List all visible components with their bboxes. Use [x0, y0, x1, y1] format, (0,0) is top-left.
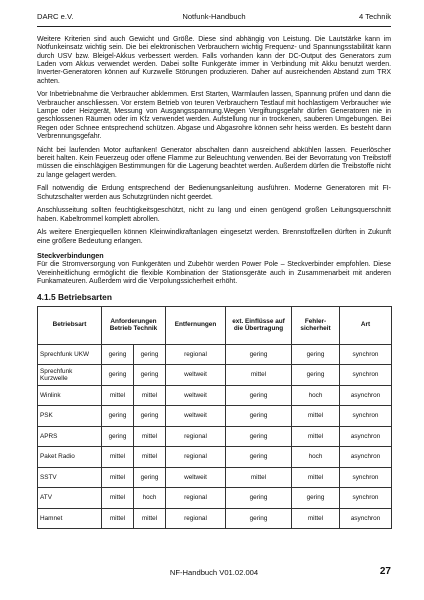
cell-betrieb: mittel	[102, 488, 134, 509]
cell-art: asynchron	[340, 426, 392, 447]
cell-einfluesse: gering	[226, 426, 292, 447]
cell-betriebsart: Sprechfunk UKW	[38, 344, 102, 365]
cell-betrieb: gering	[102, 365, 134, 386]
cell-art: synchron	[340, 365, 392, 386]
header-entfernungen: Entfernungen	[166, 306, 226, 344]
paragraph-energiequellen: Als weitere Energiequellen können Kleinwindkraftanlagen eingesetzt werden. Brennstoffzellen dürften in Zukunft eine größere Bedeutung erlangen.	[37, 229, 391, 245]
betriebsarten-table	[37, 306, 392, 530]
header-betriebsart: Betriebsart	[38, 306, 102, 344]
cell-einfluesse: gering	[226, 508, 292, 529]
header-anforderungen-label: Anforderungen	[110, 317, 157, 325]
header-divider	[37, 26, 391, 27]
cell-betriebsart: Sprechfunk Kurzwelle	[38, 365, 102, 386]
section-heading-betriebsarten: 4.1.5 Betriebsarten	[37, 291, 112, 302]
page-footer	[37, 568, 391, 580]
table-body	[38, 344, 392, 529]
cell-entfernung: regional	[166, 447, 226, 468]
cell-art: asynchron	[340, 508, 392, 529]
cell-fehlersicherheit: gering	[292, 365, 340, 386]
cell-fehlersicherheit: hoch	[292, 447, 340, 468]
table-header-row	[38, 306, 392, 344]
cell-technik: gering	[134, 467, 166, 488]
cell-art: asynchron	[340, 447, 392, 468]
cell-fehlersicherheit: mittel	[292, 467, 340, 488]
header-fehlersicherheit: Fehler-sicherheit	[292, 306, 340, 344]
table-row	[38, 426, 392, 447]
cell-technik: hoch	[134, 488, 166, 509]
header-organization: DARC e.V.	[37, 12, 74, 21]
paragraph-anschlussleitung: Anschlusseitung sollten feuchtigkeitsgeschützt, nicht zu lang und einen genügend großen Leitungsquerschnitt haben. Kabeltrommel komplett abrollen.	[37, 207, 391, 223]
header-betrieb: Betrieb	[109, 325, 132, 333]
cell-art: synchron	[340, 467, 392, 488]
page-body	[37, 36, 391, 529]
cell-einfluesse: gering	[226, 344, 292, 365]
table-row	[38, 385, 392, 406]
cell-betriebsart: SSTV	[38, 467, 102, 488]
table-row	[38, 488, 392, 509]
cell-art: synchron	[340, 488, 392, 509]
cell-entfernung: regional	[166, 426, 226, 447]
cell-einfluesse: mittel	[226, 467, 292, 488]
cell-betrieb: mittel	[102, 447, 134, 468]
header-document-title: Notfunk-Handbuch	[182, 12, 246, 21]
paragraph-inbetriebnahme: Vor Inbetriebnahme die Verbraucher abklemmen. Erst Starten, Warmlaufen lassen, Spannung prüfen und dann die Verbraucher anschliessen. Vor erstem Betrieb von teuren Verbrauchern Testlauf mit hochlastigem Verbraucher wie Lampe oder Heizgerät, Messung von Ausgangsspannung.Wegen Vergiftungsgefahr dürfen Generatoren nie in geschlossenen Räumen oder im Kfz verwendet werden. Aufstellung nur in trockenen, sauberen Umgebungen. Bei Regen oder Schnee entsprechend schützen. Abgase und Abgasrohre können sehr heiss werden. Es besteht dann Verbrennungsgefahr.	[37, 91, 391, 141]
cell-technik: mittel	[134, 385, 166, 406]
cell-art: synchron	[340, 344, 392, 365]
cell-fehlersicherheit: gering	[292, 344, 340, 365]
paragraph-auftanken: Nicht bei laufenden Motor auftanken! Generator abschalten dann ausreichend abkühlen lassen. Feuerlöscher bereit halten. Kein Feuerzeug oder offene Flamme zur Beleuchtung verwenden. Bei der Bevorratung von Treibstoff müssen die einschlägigen Bestimmungen für die Lagerung beachtet werden. Außerdem dürfen die Treibstoffe nicht zu lange gelagert werden.	[37, 146, 391, 179]
cell-art: asynchron	[340, 385, 392, 406]
table-row	[38, 365, 392, 386]
paragraph-erdung: Fall notwendig die Erdung entsprechend der Bedienungsanleitung ausführen. Moderne Generatoren mit FI-Schutzschalter werden aus Schutzgründen nicht geerdet.	[37, 185, 391, 201]
header-technik: Technik	[133, 325, 158, 333]
cell-entfernung: weltweit	[166, 406, 226, 427]
header-anforderungen	[102, 306, 166, 344]
cell-betriebsart: Paket Radio	[38, 447, 102, 468]
cell-fehlersicherheit: mittel	[292, 406, 340, 427]
cell-entfernung: regional	[166, 488, 226, 509]
header-chapter: 4 Technik	[359, 12, 391, 21]
cell-betrieb: mittel	[102, 385, 134, 406]
cell-einfluesse: gering	[226, 406, 292, 427]
cell-betrieb: gering	[102, 426, 134, 447]
cell-betriebsart: APRS	[38, 426, 102, 447]
cell-betriebsart: Winlink	[38, 385, 102, 406]
cell-fehlersicherheit: hoch	[292, 385, 340, 406]
footer-version: NF-Handbuch V01.02.004	[169, 568, 259, 577]
table-row	[38, 447, 392, 468]
table-row	[38, 344, 392, 365]
steckverbindungen-heading: Steckverbindungen	[37, 251, 104, 261]
cell-entfernung: regional	[166, 344, 226, 365]
cell-technik: gering	[134, 365, 166, 386]
header-einfluesse: ext. Einflüsse auf die Übertragung	[226, 306, 292, 344]
cell-entfernung: regional	[166, 508, 226, 529]
cell-betrieb: mittel	[102, 508, 134, 529]
cell-betrieb: gering	[102, 344, 134, 365]
table-row	[38, 467, 392, 488]
cell-fehlersicherheit: mittel	[292, 508, 340, 529]
header-art: Art	[340, 306, 392, 344]
cell-betriebsart: ATV	[38, 488, 102, 509]
cell-entfernung: weltweit	[166, 385, 226, 406]
cell-einfluesse: mittel	[226, 365, 292, 386]
cell-technik: gering	[134, 406, 166, 427]
cell-technik: gering	[134, 344, 166, 365]
footer-page-number: 27	[379, 566, 391, 577]
cell-betriebsart: Hamnet	[38, 508, 102, 529]
page-header	[37, 12, 391, 24]
cell-entfernung: weltweit	[166, 365, 226, 386]
cell-art: synchron	[340, 406, 392, 427]
cell-fehlersicherheit: mittel	[292, 426, 340, 447]
cell-einfluesse: gering	[226, 488, 292, 509]
cell-technik: mittel	[134, 508, 166, 529]
cell-betrieb: mittel	[102, 467, 134, 488]
paragraph-kriterien: Weitere Kriterien sind auch Gewicht und Größe. Diese sind abhängig von Leistung. Die Lautstärke kann im Notfunkeinsatz wichtig sein. Die bei elektronischen Verbrauchern wichtig Frequenz- und Spannungsstabilität kann durch USV bzw. Bleigel-Akkus verbessert werden. Falls vorhanden kann der DC-Output des Generators zum Laden vom Akkus verwendet werden. Dabei sollte Funkgeräte immer in Verbindung mit Akku benutzt werden. Inverter-Generatoren können auf Kurzwelle Störungen produzieren. Daher auf ausreichenden Abstand zum TRX achten.	[37, 36, 391, 85]
cell-betriebsart: PSK	[38, 406, 102, 427]
cell-technik: mittel	[134, 426, 166, 447]
cell-entfernung: weltweit	[166, 467, 226, 488]
steckverbindungen-paragraph: Für die Stromversorgung von Funkgeräten und Zubehör werden Power Pole – Steckverbinder empfohlen. Diese Vereinheitlichung ermöglicht die flexible Kombination der Stationsgeräte auch in Zusammenarbeit mit anderen Funkamateuren. Außerdem wird die Verpolungssicherheit erhöht.	[37, 261, 391, 286]
cell-einfluesse: gering	[226, 447, 292, 468]
cell-betrieb: gering	[102, 406, 134, 427]
cell-einfluesse: gering	[226, 385, 292, 406]
cell-fehlersicherheit: gering	[292, 488, 340, 509]
table-row	[38, 406, 392, 427]
table-row	[38, 508, 392, 529]
cell-technik: mittel	[134, 447, 166, 468]
